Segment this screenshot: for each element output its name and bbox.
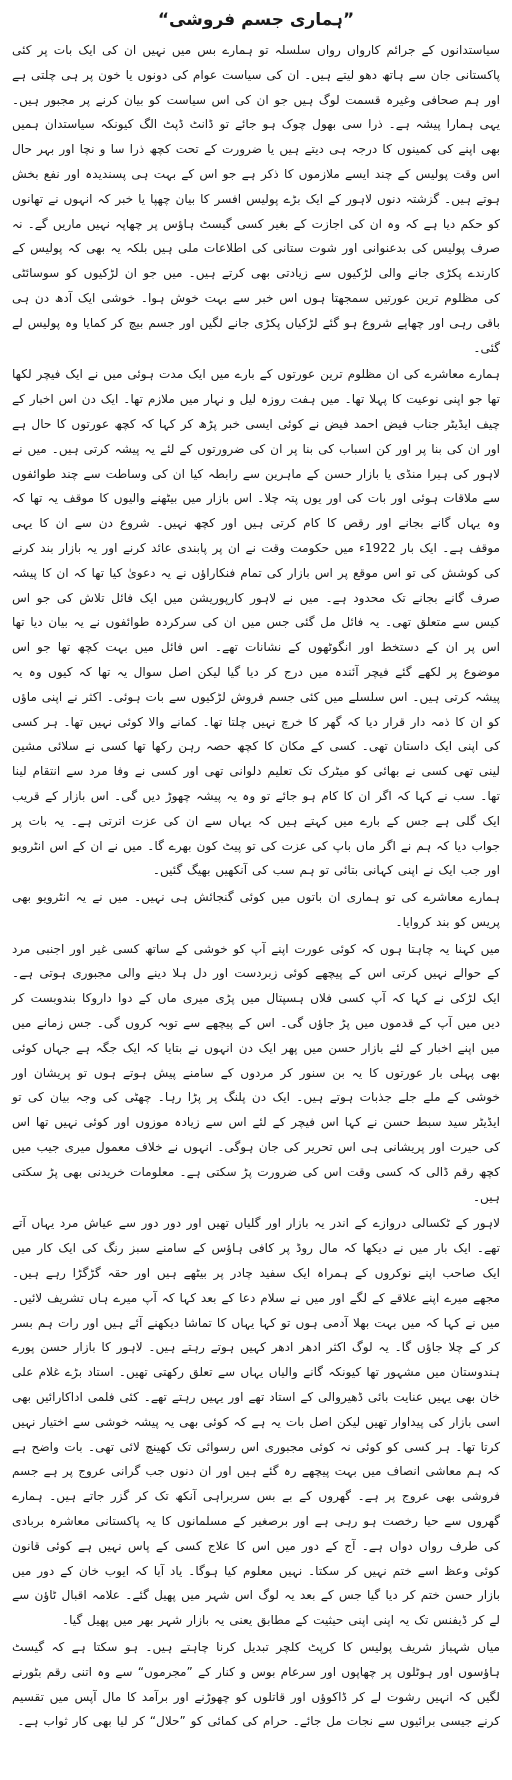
article-paragraph: ہمارے معاشرے کی تو ہماری ان باتوں میں کوئی گنجائش ہی نہیں۔ میں نے یہ انٹرویو بھی پریس کو بند کروایا۔	[12, 890, 500, 929]
article-paragraph: سیاستدانوں کے جرائم کارواں رواں سلسلہ تو ہمارے بس میں نہیں ان کی ایک بات پر کئی پاکستانی جان سے ہاتھ دھو لیتے ہیں۔ ان کی سیاست عوام کی دونوں یا خون پر ہی چلتی ہے اور ہم صحافی وغیرہ قسمت لوگ ہیں جو ان کی اس سیاست کو بیان کرنے پر مجبور ہیں۔ یہی ہمارا پیشہ ہے۔ ذرا سی بھول چوک ہو جائے تو ڈانٹ ڈپٹ الگ کیونکہ سیاستدان ہمیں بھی اپنے کی کمینوں کا درجہ ہی دیتے ہیں یا ضرورت کے تحت کچھ ذرا سا و نچا اور بہر حال اس وقت پولیس کے چند ایسے ملازموں کا ذکر ہے جو اس کے بہت ہی پسندیدہ اور نفع بخش ہوتے ہیں۔ گزشتہ دنوں لاہور کے ایک بڑے پولیس افسر کا بیان چھپا یا خبر کہ انہوں نے تھانوں کو حکم دیا ہے کہ وہ ان کی اجازت کے بغیر کسی گیسٹ ہاؤس پر چھاپہ نہیں ماریں گے۔ نہ صرف پولیس کی بدعنوانی اور شوت ستانی کی اطلاعات ملی ہیں بلکہ یہ بھی کہ پولیس کے کارندے پکڑی جانے والی لڑکیوں سے زیادتی بھی کرتے ہیں۔ میں جو ان لڑکیوں کو سوسائٹی کی مظلوم ترین عورتیں سمجھتا ہوں اس خبر سے بہت خوش ہوا۔ خوشی ایک آدھ دن ہی باقی رہی اور چھاپے شروع ہو گئے لڑکیاں پکڑی جانے لگیں اور جسم بیچ کر کمایا وہ پولیس لے گئی۔	[12, 43, 500, 355]
article-paragraph: میاں شہباز شریف پولیس کا کرپٹ کلچر تبدیل کرنا چاہتے ہیں۔ ہو سکتا ہے کہ گیسٹ ہاؤسوں اور ہوٹلوں پر چھاپوں اور سرعام بوس و کنار کے ”مجرموں“ سے وہ اتنی رقم بٹورنے لگیں کہ انہیں رشوت لے کر ڈاکوؤں اور قاتلوں کو چھوڑنے اور برآمد کا مال آپس میں تقسیم کرنے جیسی برائیوں سے نجات مل جائے۔ حرام کی کمائی کو ”حلال“ کر لیا بھی کار ثواب ہے۔	[12, 1640, 500, 1729]
article-paragraph: میں کہنا یہ چاہتا ہوں کہ کوئی عورت اپنے آپ کو خوشی کے ساتھ کسی غیر اور اجنبی مرد کے حوالے نہیں کرتی اس کے پیچھے کوئی زبردست اور دل ہلا دینے والی مجبوری ہوتی ہے۔ ایک لڑکی نے کہا کہ آپ کسی فلاں ہسپتال میں پڑی میری ماں کے دوا داروکا بندوبست کر دیں میں آپ کے قدموں میں پڑ جاؤں گی۔ اس کے پیچھے سے توبہ کروں گی۔ جس زمانے میں میں اپنے اخبار کے لئے بازار حسن میں پھر ایک دن انہوں نے بتایا کہ ایک جگہ ہے جہاں کوئی بھی پہلی بار عورتوں کا یہ بن سنور کر مردوں کے سامنے پیش ہوتے ہوں تو پریشان اور خوشی کے ملے جلے جذبات ہوتے ہیں۔ ایک دن پلنگ پر پڑا رہا۔ چھٹی کی وجہ بیان کی تو ایڈیٹر سید سبط حسن نے کہا اس فیچر کے لئے اس سے زیادہ موزوں اور کوئی نہیں تھا اس کی حیرت اور پریشانی ہی اس تحریر کی جان ہوگی۔ انہوں نے خلاف معمول میری جیب میں کچھ رقم ڈالی کہ کسی وقت اس کی ضرورت پڑ سکتی ہے۔ معلومات خریدنی بھی پڑ سکتی ہیں۔	[12, 941, 500, 1204]
article-body	[12, 38, 500, 1734]
article-paragraph: ہمارے معاشرے کی ان مظلوم ترین عورتوں کے بارے میں ایک مدت ہوئی میں نے ایک فیچر لکھا تھا جو اپنی نوعیت کا پہلا تھا۔ میں ہفت روزہ لیل و نہار میں ملازم تھا۔ ایک دن اس اخبار کے چیف ایڈیٹر جناب فیض احمد فیض نے کوئی ایسی خبر پڑھ کر کہا کہ کچھ عورتوں کا حال ہے اور ان کی بنا پر اور کن اسباب کی بنا پر ان کی ضرورتوں کے لئے یہ پیشہ کرتی ہیں۔ میں نے لاہور کی ہیرا منڈی یا بازار حسن کے ماہرین سے رابطہ کیا ان کی وساطت سے چند طوائفوں سے ملاقات ہوئی اور بات کی اور یوں پتہ چلا۔ اس بازار میں بیٹھنے والیوں کا موقف یہ تھا کہ وہ یہاں گانے بجانے اور رقص کا کام کرتی ہیں اور کچھ نہیں۔ شروع دن سے ان کا یہی موقف ہے۔ ایک بار 1922ء میں حکومت وقت نے ان پر پابندی عائد کرنے اور یہ بازار بند کرنے کی کوشش کی تو اس موقع پر اس بازار کی تمام فنکاراؤں نے یہ دعویٰ کیا تھا کہ ان کا پیشہ صرف گانے بجانے تک محدود ہے۔ میں نے لاہور کارپوریشن میں ایک فائل تلاش کی جو اس کیس سے متعلق تھی۔ یہ فائل مل گئی جس میں ان کی سرکردہ طوائفوں نے یہ بیان دیا تھا اس پر ان کے دستخط اور انگوٹھوں کے نشانات تھے۔ اس فائل میں بہت کچھ تھا جو اس موضوع پر لکھے گئے فیچر آئندہ میں درج کر دیا گیا لیکن اصل سوال یہ تھا کہ کیوں وہ یہ پیشہ کرتی ہیں۔ اس سلسلے میں کئی جسم فروش لڑکیوں سے بات ہوئی۔ اکثر نے اپنی ماؤں کو ان کا ذمہ دار قرار دیا کہ گھر کا خرچ نہیں چلتا تھا۔ کمانے والا کوئی نہیں تھا۔ ہر کسی کی اپنی ایک داستان تھی۔ کسی کے مکان کا کچھ حصہ رہن رکھا تھا کسی نے سلائی مشین لینی تھی کسی نے بھائی کو میٹرک تک تعلیم دلوانی تھی اور کسی نے وفا مرد سے انتقام لینا تھا۔ سب نے کہا کہ اگر ان کا کام ہو جائے تو وہ یہ پیشہ چھوڑ دیں گی۔ اس بازار کے قریب ایک گلی ہے جس کے بارے میں کہتے ہیں کہ یہاں سے ان کی عزت اترتی ہے۔ یہ بات پر جواب دیا کہ ہم نے اگر ماں باپ کی عزت کی تو پیٹ کون بھرے گا۔ میں نے ان کے اس انٹرویو اور جب ایک نے اپنی کہانی بتائی تو ہم سب کی آنکھیں بھیگ گئیں۔	[12, 367, 500, 878]
article-title: ”ہماری جسم فروشی“	[157, 10, 355, 30]
article-paragraph: لاہور کے ٹکسالی دروازے کے اندر یہ بازار اور گلیاں تھیں اور دور دور سے عیاش مرد یہاں آتے تھے۔ ایک بار میں نے دیکھا کہ مال روڈ پر کافی ہاؤس کے سامنے سبز رنگ کی ایک کار میں ایک صاحب اپنے نوکروں کے ہمراہ ایک سفید چادر پر بیٹھے ہیں اور حقہ گڑگڑا رہے ہیں۔ مجھے میرے اپنے علاقے کے لگے اور میں نے سلام دعا کے بعد کہا کہ آپ میرے ہاں تشریف لائیں۔ میں نے کہا کہ میں بہت بھلا آدمی ہوں تو کہا یہاں کا تماشا دیکھنے آئے ہیں اور رات ہم بسر کر کے چلا جاؤں گا۔ یہ لوگ اکثر ادھر ادھر کہیں ہوتے رہتے ہیں۔ لاہور کا بازار حسن پورے ہندوستان میں مشہور تھا کیونکہ گانے والیاں یہاں سے تعلق رکھتی تھیں۔ استاد بڑے غلام علی خان بھی یہیں عنایت بائی ڈھیروالی کے استاد تھے اور یہیں رہتے تھے۔ کئی فلمی اداکارائیں بھی اسی بازار کی پیداوار تھیں لیکن اصل بات یہ ہے کہ کوئی بھی یہ پیشہ خوشی سے اختیار نہیں کرتا تھا۔ ہر کسی کو کوئی نہ کوئی مجبوری اس رسوائی تک کھینچ لائی تھی۔ بات واضح ہے کہ ہم معاشی انصاف میں بہت پیچھے رہ گئے ہیں اور ان دنوں جب گرانی عروج پر ہے جسم فروشی بھی عروج پر ہے۔ گھروں کے بے بس سربراہی آنکھ تک کر گزر جاتے ہیں۔ ہمارے گھروں سے حیا رخصت ہو رہی ہے اور برصغیر کے مسلمانوں کا یہ پاکستانی معاشرہ بربادی کی طرف رواں دواں ہے۔ آج کے دور میں اس کا علاج کسی کے پاس نہیں ہے کوئی قانون کوئی وعظ اسے ختم نہیں کر سکتا۔ نہیں معلوم کیا ہوگا۔ یاد آیا کہ ایوب خان کے دور میں بازار حسن ختم کر دیا گیا جس کے بعد یہ لوگ اس شہر میں پھیل گئے۔ علامہ اقبال ٹاؤن سے لے کر ڈیفنس تک یہ اپنی اپنی حیثیت کے مطابق یعنی یہ بازار شہر بھر میں پھیل گیا۔	[12, 1216, 500, 1628]
